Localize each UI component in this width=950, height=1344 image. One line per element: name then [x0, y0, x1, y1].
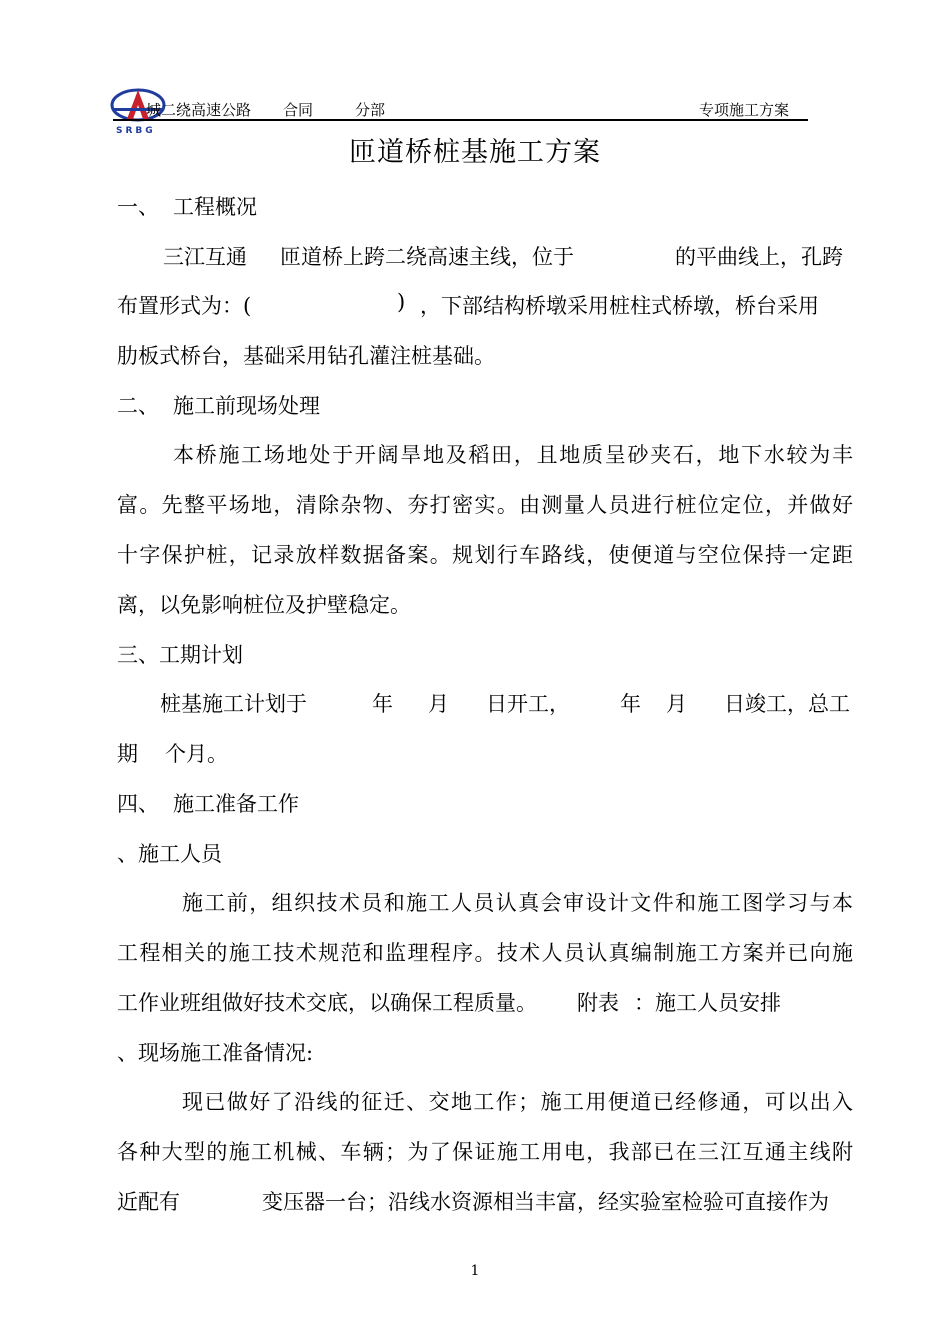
- s4-p1-l3c: ：施工人员安排: [634, 991, 781, 1015]
- s4-p1-l3a: 工作业班组做好技术交底，以确保工程质量。: [117, 991, 537, 1015]
- section-1-number: 一、: [117, 195, 159, 219]
- subsection-site-prep: 、现场施工准备情况:: [117, 1041, 314, 1065]
- header-rule: [113, 119, 808, 121]
- section-2-number: 二、: [117, 394, 159, 418]
- s3-p1-h: 期: [117, 742, 138, 766]
- s4-p2-l3a: 近配有: [117, 1190, 180, 1214]
- section-4-heading: 施工准备工作: [173, 792, 299, 816]
- s1-p1-l2b: ): [397, 290, 406, 314]
- header-contract: 合同: [283, 101, 314, 119]
- s4-p1-l1: 施工前，组织技术员和施工人员认真会审设计文件和施工图学习与本: [182, 891, 853, 915]
- s2-p1-l2: 富。先整平场地，清除杂物、夯打密实。由测量人员进行桩位定位，并做好: [117, 493, 853, 517]
- s1-p1-l1c: 的平曲线上，孔跨: [675, 245, 843, 269]
- section-2-heading: 施工前现场处理: [173, 394, 320, 418]
- page-number: 1: [470, 1263, 480, 1279]
- s3-p1-a: 桩基施工计划于: [160, 692, 307, 716]
- s4-p1-l2: 工程相关的施工技术规范和监理程序。技术人员认真编制施工方案并已向施: [117, 941, 853, 965]
- s4-p2-l2: 各种大型的施工机械、车辆；为了保证施工用电，我部已在三江互通主线附: [117, 1140, 853, 1164]
- subsection-staff: 、施工人员: [117, 842, 222, 866]
- s1-p1-l3: 肋板式桥台，基础采用钻孔灌注桩基础。: [117, 344, 495, 368]
- s3-p1-b: 年: [372, 692, 393, 716]
- section-4-number: 四、: [117, 792, 159, 816]
- s3-p1-i: 个月。: [165, 742, 228, 766]
- s3-p1-g: 日竣工，总工: [724, 692, 850, 716]
- s1-p1-l1b: 匝道桥上跨二绕高速主线，位于: [280, 245, 574, 269]
- s3-p1-d: 日开工，: [486, 692, 570, 716]
- s3-p1-c: 月: [428, 692, 449, 716]
- s1-p1-l2a: 布置形式为：(: [117, 294, 252, 318]
- header-branch: 分部: [355, 101, 386, 119]
- s4-p2-l1: 现已做好了沿线的征迁、交地工作；施工用便道已经修通，可以出入: [182, 1090, 853, 1114]
- s2-p1-l1: 本桥施工场地处于开阔旱地及稻田，且地质呈砂夹石，地下水较为丰: [173, 443, 853, 467]
- section-3-heading: 三、工期计划: [117, 643, 243, 667]
- s4-p2-l3b: 变压器一台；沿线水资源相当丰富，经实验室检验可直接作为: [262, 1190, 829, 1214]
- s3-p1-e: 年: [620, 692, 641, 716]
- header-project: 城二绕高速公路: [146, 101, 252, 119]
- header-doc-type: 专项施工方案: [699, 101, 790, 119]
- s4-p1-l3b: 附表: [577, 991, 619, 1015]
- section-1-heading: 工程概况: [173, 195, 257, 219]
- s1-p1-l2c: ，下部结构桥墩采用桩柱式桥墩，桥台采用: [420, 294, 819, 318]
- s2-p1-l4: 离，以免影响桩位及护壁稳定。: [117, 593, 411, 617]
- logo-text: SRBG: [116, 126, 156, 136]
- page-title: 匝道桥桩基施工方案: [349, 137, 601, 168]
- s3-p1-f: 月: [666, 692, 687, 716]
- s1-p1-l1a: 三江互通: [163, 245, 247, 269]
- s2-p1-l3: 十字保护桩，记录放样数据备案。规划行车路线，使便道与空位保持一定距: [117, 543, 853, 567]
